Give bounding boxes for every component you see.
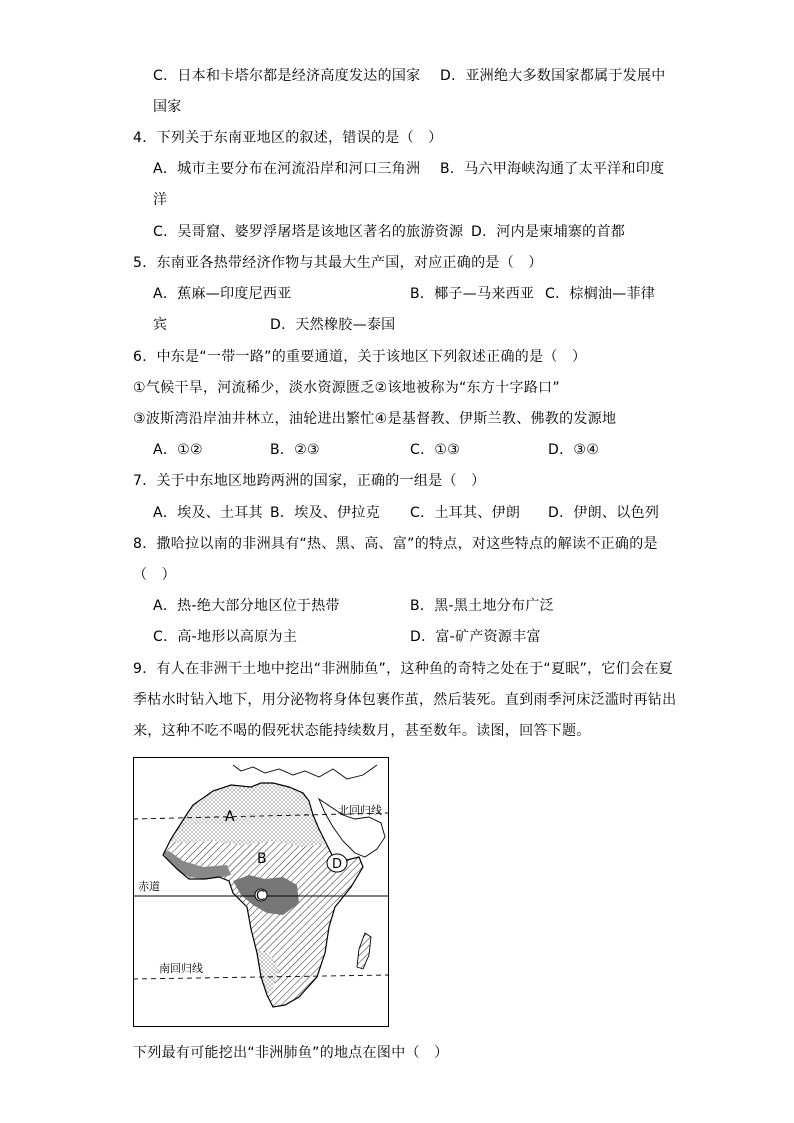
q7-option-b: B．埃及、伊拉克 bbox=[270, 505, 381, 521]
q9-stem-line-2: 季枯水时钻入地下，用分泌物将身体包裹作茧，然后装死。直到雨季河床泛滥时再钻出 bbox=[133, 692, 677, 708]
q5-option-d: D．天然橡胶—泰国 bbox=[270, 317, 396, 333]
q7-stem: 7．关于中东地区地跨两洲的国家，正确的一组是（ ） bbox=[133, 473, 486, 489]
q6-statements-2: ③波斯湾沿岸油井林立，油轮进出繁忙④是基督教、伊斯兰教、佛教的发源地 bbox=[133, 411, 617, 427]
q3-option-d: D．亚洲绝大多数国家都属于发展中 bbox=[440, 68, 666, 84]
q7-option-d: D．伊朗、以色列 bbox=[548, 505, 660, 521]
q5-option-a: A．蕉麻—印度尼西亚 bbox=[153, 286, 292, 302]
q9-stem-line-1: 9．有人在非洲干土地中挖出“非洲肺鱼”，这种鱼的奇特之处在于“夏眠”，它们会在夏 bbox=[133, 661, 673, 677]
q6-option-d: D．③④ bbox=[548, 442, 600, 458]
q4-option-a: A．城市主要分布在河流沿岸和河口三角洲 bbox=[153, 161, 421, 177]
africa-map-figure bbox=[133, 757, 389, 1027]
q4-stem: 4．下列关于东南亚地区的叙述，错误的是（ ） bbox=[133, 130, 443, 146]
q3-option-c: C．日本和卡塔尔都是经济高度发达的国家 bbox=[153, 68, 421, 84]
q6-statements-1: ①气候干旱，河流稀少，淡水资源匮乏②该地被称为“东方十字路口” bbox=[133, 380, 560, 396]
q8-stem-tail: （ ） bbox=[133, 567, 176, 583]
q8-option-c: C．高-地形以高原为主 bbox=[153, 629, 298, 645]
q8-option-a: A．热-绝大部分地区位于热带 bbox=[153, 598, 340, 614]
q5-option-b: B．椰子—马来西亚 bbox=[410, 286, 535, 302]
q4-option-c: C．吴哥窟、婆罗浮屠塔是该地区著名的旅游资源 bbox=[153, 224, 464, 240]
q6-option-c: C．①③ bbox=[410, 442, 461, 458]
label-tropic-south: 南回归线 bbox=[159, 962, 203, 975]
q7-option-a: A．埃及、土耳其 bbox=[153, 505, 263, 521]
q8-stem: 8．撒哈拉以南的非洲具有“热、黑、高、富”的特点，对这些特点的解读不正确的是 bbox=[133, 536, 658, 552]
q5-option-c: C．棕榈油—菲律 bbox=[545, 286, 656, 302]
q4-option-b-wrap: 洋 bbox=[153, 192, 168, 208]
q6-option-a: A．①② bbox=[153, 442, 203, 458]
q5-stem: 5．东南亚各热带经济作物与其最大生产国，对应正确的是（ ） bbox=[133, 255, 543, 271]
q9-stem-line-3: 来，这种不吃不喝的假死状态能持续数月，甚至数年。读图，回答下题。 bbox=[133, 723, 591, 739]
q6-stem: 6．中东是“一带一路”的重要通道，关于该地区下列叙述正确的是（ ） bbox=[133, 349, 587, 365]
q3-option-d-wrap: 国家 bbox=[153, 99, 182, 115]
label-point-d: D bbox=[332, 857, 343, 872]
label-point-a: A bbox=[225, 809, 235, 825]
label-equator: 赤道 bbox=[138, 880, 160, 893]
q7-option-c: C．土耳其、伊朗 bbox=[410, 505, 521, 521]
label-point-c: C bbox=[256, 889, 266, 904]
q5-option-c-wrap: 宾 bbox=[153, 317, 168, 333]
label-point-b: B bbox=[257, 851, 267, 867]
q6-option-b: B．②③ bbox=[270, 442, 320, 458]
label-tropic-north: 北回归线 bbox=[338, 804, 382, 817]
q8-option-d: D．富-矿产资源丰富 bbox=[410, 629, 541, 645]
africa-map bbox=[133, 757, 389, 1027]
q4-option-d: D．河内是柬埔寨的首都 bbox=[471, 224, 626, 240]
q9-question: 下列最有可能挖出“非洲肺鱼”的地点在图中（ ） bbox=[133, 1045, 449, 1061]
q4-option-b: B．马六甲海峡沟通了太平洋和印度 bbox=[440, 161, 665, 177]
q8-option-b: B．黑-黑土地分布广泛 bbox=[410, 598, 554, 614]
